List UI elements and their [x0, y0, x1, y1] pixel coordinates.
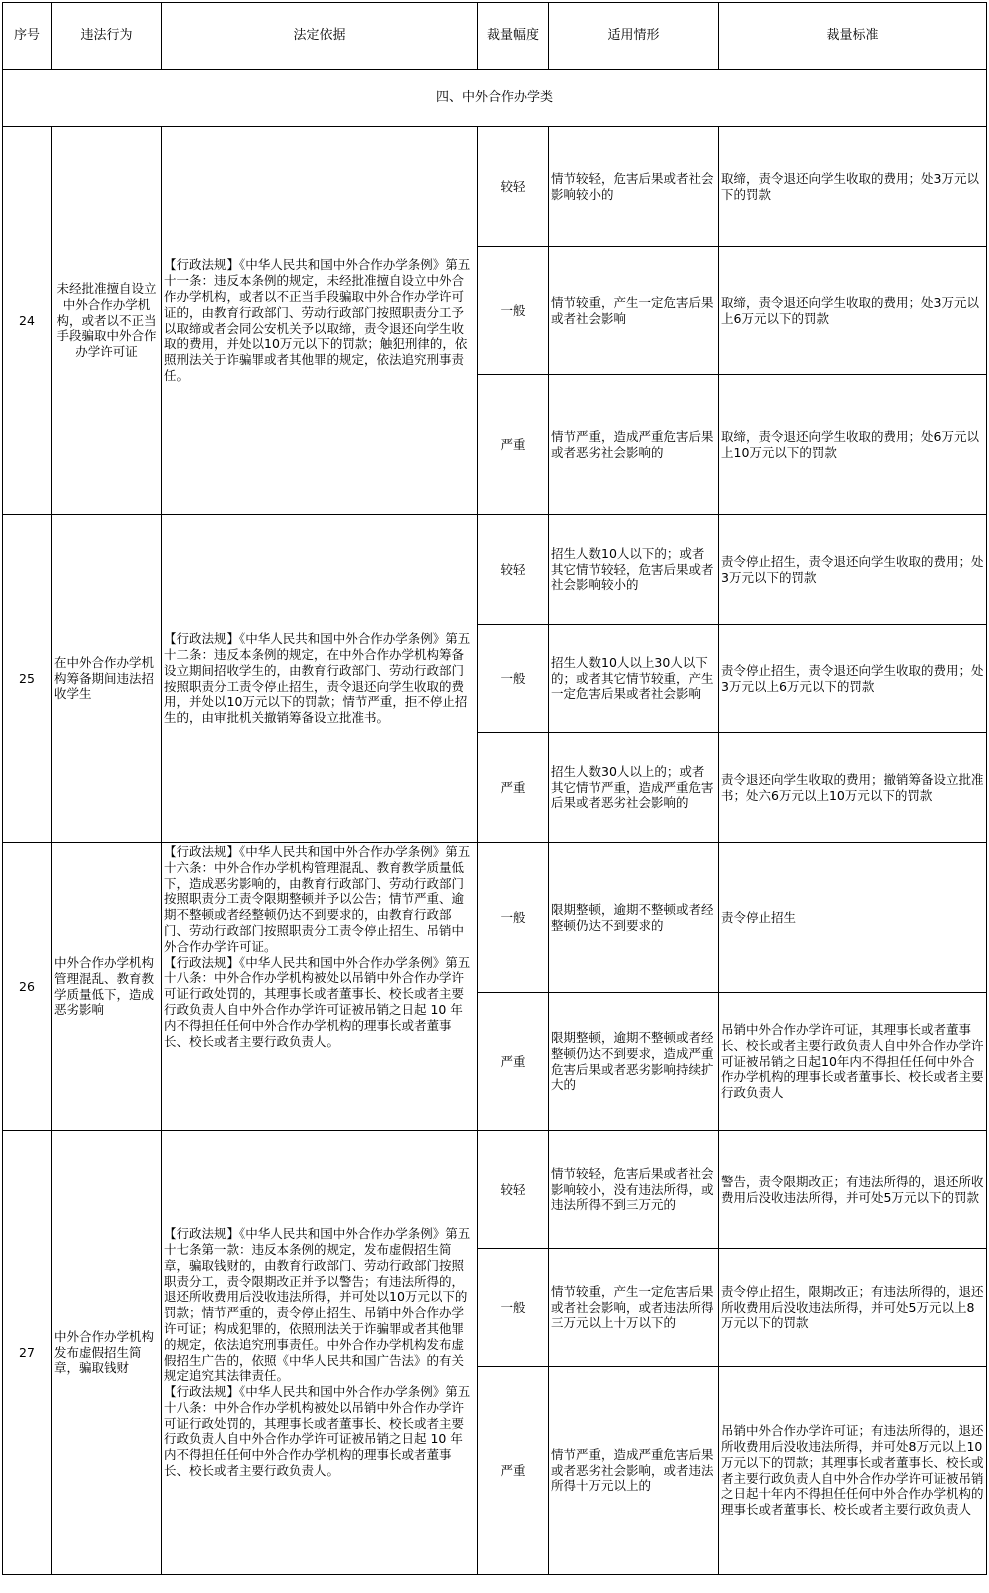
level-cell: 一般: [478, 1249, 549, 1367]
level-cell: 严重: [478, 733, 549, 843]
header-seq: 序号: [3, 3, 52, 70]
section-row: [3, 70, 987, 127]
situation-cell: 招生人数10人以上30人以下的；或者其它情节较重，产生一定危害后果或者社会影响: [549, 625, 719, 733]
level-cell: 严重: [478, 1367, 549, 1575]
level-cell: 较轻: [478, 1131, 549, 1249]
standard-cell: 吊销中外合作办学许可证，其理事长或者董事长、校长或者主要行政负责人自中外合作办学许可证被吊销之日起10年内不得担任任何中外合作办学机构的理事长或者董事长、校长或者主要行政负责人: [719, 993, 987, 1131]
situation-cell: 情节较轻，危害后果或者社会影响较小，没有违法所得，或违法所得不到三万元的: [549, 1131, 719, 1249]
table-row: [3, 843, 987, 993]
basis-paragraph: 【行政法规】《中华人民共和国中外合作办学条例》第五十六条：中外合作办学机构管理混乱、教育教学质量低下，造成恶劣影响的，由教育行政部门、劳动行政部门按照职责分工责令限期整顿并予以公告；情节严重、逾期不整顿或者经整顿仍达不到要求的，由教育行政部门、劳动行政部门按照职责分工责令停止招生、吊销中外合作办学许可证。: [164, 844, 471, 954]
act-cell: 中外合作办学机构管理混乱、教育教学质量低下，造成恶劣影响: [52, 843, 162, 1131]
situation-cell: 情节较重，产生一定危害后果或者社会影响: [549, 247, 719, 375]
level-cell: 严重: [478, 993, 549, 1131]
standard-cell: 责令停止招生，责令退还向学生收取的费用；处3万元以下的罚款: [719, 515, 987, 625]
header-situation: 适用情形: [549, 3, 719, 70]
seq-cell: 27: [3, 1131, 52, 1575]
standard-cell: 责令退还向学生收取的费用；撤销筹备设立批准书；处六6万元以上10万元以下的罚款: [719, 733, 987, 843]
section-title: 四、中外合作办学类: [3, 70, 987, 127]
standard-cell: 取缔，责令退还向学生收取的费用；处3万元以下的罚款: [719, 127, 987, 247]
act-cell: 未经批准擅自设立中外合作办学机构，或者以不正当手段骗取中外合作办学许可证: [52, 127, 162, 515]
seq-cell: 26: [3, 843, 52, 1131]
header-level: 裁量幅度: [478, 3, 549, 70]
level-cell: 较轻: [478, 127, 549, 247]
situation-cell: 情节严重，造成严重危害后果或者恶劣社会影响的: [549, 375, 719, 515]
level-cell: 一般: [478, 843, 549, 993]
situation-cell: 情节较重，产生一定危害后果或者社会影响，或者违法所得三万元以上十万以下的: [549, 1249, 719, 1367]
basis-cell: [162, 843, 478, 1131]
situation-cell: 限期整顿，逾期不整顿或者经整顿仍达不到要求，造成严重危害后果或者恶劣影响持续扩大的: [549, 993, 719, 1131]
standard-cell: 责令停止招生，责令退还向学生收取的费用；处3万元以上6万元以下的罚款: [719, 625, 987, 733]
standard-cell: 责令停止招生，限期改正；有违法所得的，退还所收费用后没收违法所得，并可处5万元以上8万元以下的罚款: [719, 1249, 987, 1367]
table-row: [3, 127, 987, 247]
header-row: [3, 3, 987, 70]
standard-cell: 取缔，责令退还向学生收取的费用；处3万元以上6万元以下的罚款: [719, 247, 987, 375]
header-basis: 法定依据: [162, 3, 478, 70]
situation-cell: 情节较轻，危害后果或者社会影响较小的: [549, 127, 719, 247]
seq-cell: 25: [3, 515, 52, 843]
header-standard: 裁量标准: [719, 3, 987, 70]
level-cell: 一般: [478, 625, 549, 733]
level-cell: 一般: [478, 247, 549, 375]
standard-cell: 吊销中外合作办学许可证；有违法所得的，退还所收费用后没收违法所得，并可处8万元以上10万元以下的罚款；其理事长或者董事长、校长或者主要行政负责人自中外合作办学许可证被吊销之日起十年内不得担任任何中外合作办学机构的理事长或者董事长、校长或者主要行政负责人: [719, 1367, 987, 1575]
basis-paragraph: 【行政法规】《中华人民共和国中外合作办学条例》第五十八条：中外合作办学机构被处以吊销中外合作办学许可证行政处罚的，其理事长或者董事长、校长或者主要行政负责人自中外合作办学许可证被吊销之日起 10 年内不得担任任何中外合作办学机构的理事长或者董事长、校长或者主要行政负责人。: [164, 954, 471, 1049]
basis-paragraph: 【行政法规】《中华人民共和国中外合作办学条例》第五十七条第一款：违反本条例的规定，发布虚假招生简章，骗取钱财的，由教育行政部门、劳动行政部门按照职责分工，责令限期改正并予以警告；有违法所得的，退还所收费用后没收违法所得，并可处以10万元以下的罚款；情节严重的，责令停止招生、吊销中外合作办学许可证；构成犯罪的，依照刑法关于诈骗罪或者其他罪的规定，依法追究刑事责任。中外合作办学机构发布虚假招生广告的，依照《中华人民共和国广告法》的有关规定追究其法律责任。: [164, 1226, 471, 1384]
basis-cell: [162, 1131, 478, 1575]
seq-cell: 24: [3, 127, 52, 515]
act-cell: 在中外合作办学机构筹备期间违法招收学生: [52, 515, 162, 843]
basis-cell: 【行政法规】《中华人民共和国中外合作办学条例》第五十一条：违反本条例的规定，未经批准擅自设立中外合作办学机构，或者以不正当手段骗取中外合作办学许可证的，由教育行政部门、劳动行政部门按照职责分工予以取缔或者会同公安机关予以取缔，责令退还向学生收取的费用，并处以10万元以下的罚款；触犯刑律的，依照刑法关于诈骗罪或者其他罪的规定，依法追究刑事责任。: [162, 127, 478, 515]
level-cell: 较轻: [478, 515, 549, 625]
situation-cell: 限期整顿，逾期不整顿或者经整顿仍达不到要求的: [549, 843, 719, 993]
header-act: 违法行为: [52, 3, 162, 70]
standard-cell: 警告，责令限期改正；有违法所得的，退还所收费用后没收违法所得，并可处5万元以下的罚款: [719, 1131, 987, 1249]
penalty-discretion-table: [2, 2, 987, 1575]
act-cell: 中外合作办学机构发布虚假招生简章，骗取钱财: [52, 1131, 162, 1575]
situation-cell: 招生人数10人以下的；或者其它情节较轻，危害后果或者社会影响较小的: [549, 515, 719, 625]
table-row: [3, 515, 987, 625]
basis-cell: 【行政法规】《中华人民共和国中外合作办学条例》第五十二条：违反本条例的规定，在中外合作办学机构筹备设立期间招收学生的，由教育行政部门、劳动行政部门按照职责分工责令停止招生，责令退还向学生收取的费用，并处以10万元以下的罚款；情节严重，拒不停止招生的，由审批机关撤销筹备设立批准书。: [162, 515, 478, 843]
situation-cell: 招生人数30人以上的；或者其它情节严重，造成严重危害后果或者恶劣社会影响的: [549, 733, 719, 843]
table-row: [3, 1131, 987, 1249]
level-cell: 严重: [478, 375, 549, 515]
basis-paragraph: 【行政法规】《中华人民共和国中外合作办学条例》第五十八条：中外合作办学机构被处以吊销中外合作办学许可证行政处罚的，其理事长或者董事长、校长或者主要行政负责人自中外合作办学许可证被吊销之日起 10 年内不得担任任何中外合作办学机构的理事长或者董事长、校长或者主要行政负责人。: [164, 1384, 471, 1479]
standard-cell: 责令停止招生: [719, 843, 987, 993]
standard-cell: 取缔，责令退还向学生收取的费用；处6万元以上10万元以下的罚款: [719, 375, 987, 515]
situation-cell: 情节严重，造成严重危害后果或者恶劣社会影响，或者违法所得十万元以上的: [549, 1367, 719, 1575]
